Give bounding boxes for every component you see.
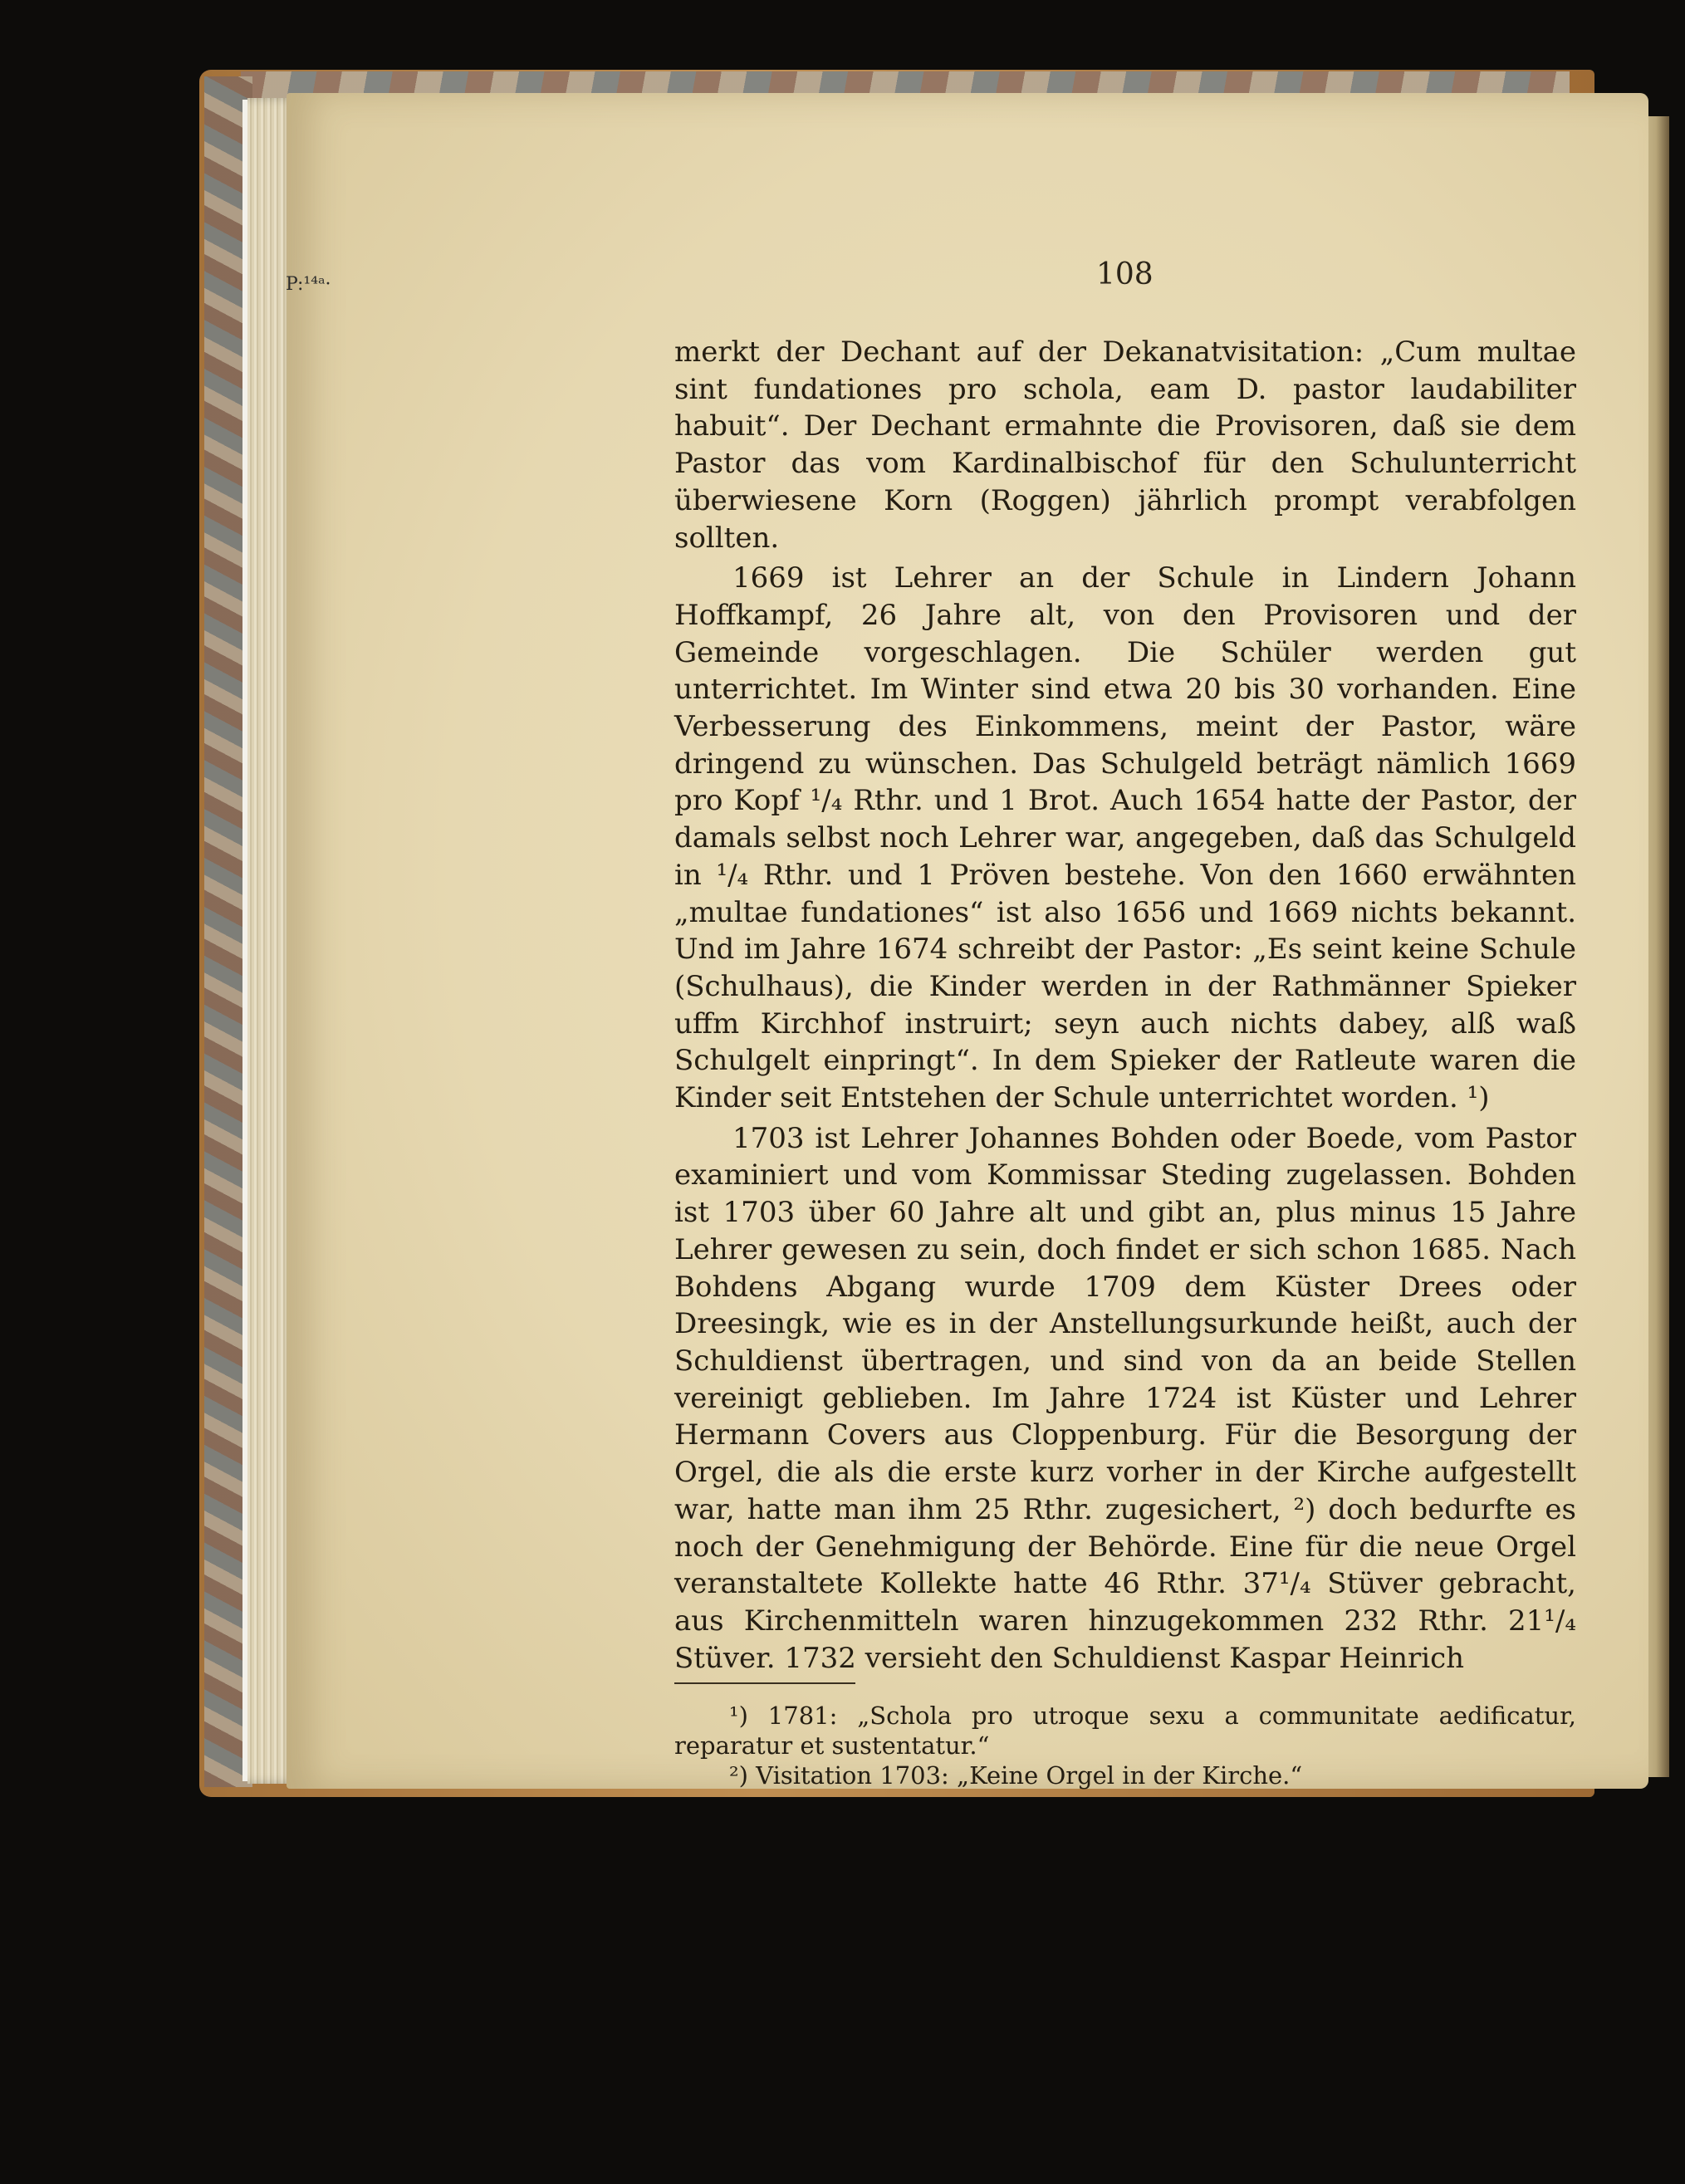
paragraph-3: 1703 ist Lehrer Johannes Bohden oder Boede, vom Pastor examiniert und vom Kommissar Steding zugelassen. Bohden ist 1703 über 60 Jahre alt und gibt an, plus minus 15 Jahre Lehrer gewesen zu sein, doch findet er sich schon 1685. Nach Bohdens Abgang wurde 1709 dem Küster Drees oder Dreesingk, wie es in der Anstellungsurkunde heißt, auch der Schuldienst übertragen, und sind von da an beide Stellen vereinigt geblieben. Im Jahre 1724 ist Küster und Lehrer Hermann Covers aus Cloppenburg. Für die Besorgung der Orgel, die als die erste kurz vorher in der Kirche aufgestellt war, hatte man ihm 25 Rthr. zugesichert, ²) doch bedurfte es noch der Genehmigung der Behörde. Eine für die neue Orgel veranstaltete Kollekte hatte 46 Rthr. 37¹/₄ Stüver gebracht, aus Kirchenmitteln waren hinzugekommen 232 Rthr. 21¹/₄ Stüver. 1732 versieht den Schuldienst Kaspar Heinrich <box>674 1121 1576 1675</box>
footnotes <box>674 1701 1576 1790</box>
footnote-1: ¹) 1781: „Schola pro utroque sexu a communitate aedificatur, reparatur et sustentatur.“ <box>674 1702 1576 1760</box>
page-number: 108 <box>1096 257 1154 291</box>
paragraph-1: merkt der Dechant auf der Dekanatvisitation: „Cum multae sint fundationes pro schola, eam D. pastor laudabiliter habuit“. Der Dechant ermahnte die Provisoren, daß sie dem Pastor das vom Kardinalbischof für den Schulunterricht überwiesene Korn (Roggen) jährlich prompt verabfolgen sollten. <box>674 335 1576 555</box>
paragraph-2: 1669 ist Lehrer an der Schule in Lindern Johann Hoffkampf, 26 Jahre alt, von den Provisoren und der Gemeinde vorgeschlagen. Die Schüler werden gut unterrichtet. Im Winter sind etwa 20 bis 30 vorhanden. Eine Verbesserung des Einkommens, meint der Pastor, wäre dringend zu wünschen. Das Schulgeld beträgt nämlich 1669 pro Kopf ¹/₄ Rthr. und 1 Brot. Auch 1654 hatte der Pastor, der damals selbst noch Lehrer war, angegeben, daß das Schulgeld in ¹/₄ Rthr. und 1 Pröven bestehe. Von den 1660 erwähnten „multae fundationes“ ist also 1656 und 1669 nichts bekannt. Und im Jahre 1674 schreibt der Pastor: „Es seint keine Schule (Schulhaus), die Kinder werden in der Rathmänner Spieker uffm Kirchhof instruirt; seyn auch nichts dabey, alß waß Schulgelt einpringt“. In dem Spieker der Ratleute waren die Kinder seit Entstehen der Schule unterrichtet worden. ¹) <box>674 561 1576 1115</box>
body-text <box>674 334 1576 1677</box>
spine-marks: P:¹⁴ᵃ· <box>286 274 331 295</box>
footnote-2: ²) Visitation 1703: „Keine Orgel in der Kirche.“ <box>729 1761 1303 1790</box>
footnote-rule <box>674 1682 855 1684</box>
